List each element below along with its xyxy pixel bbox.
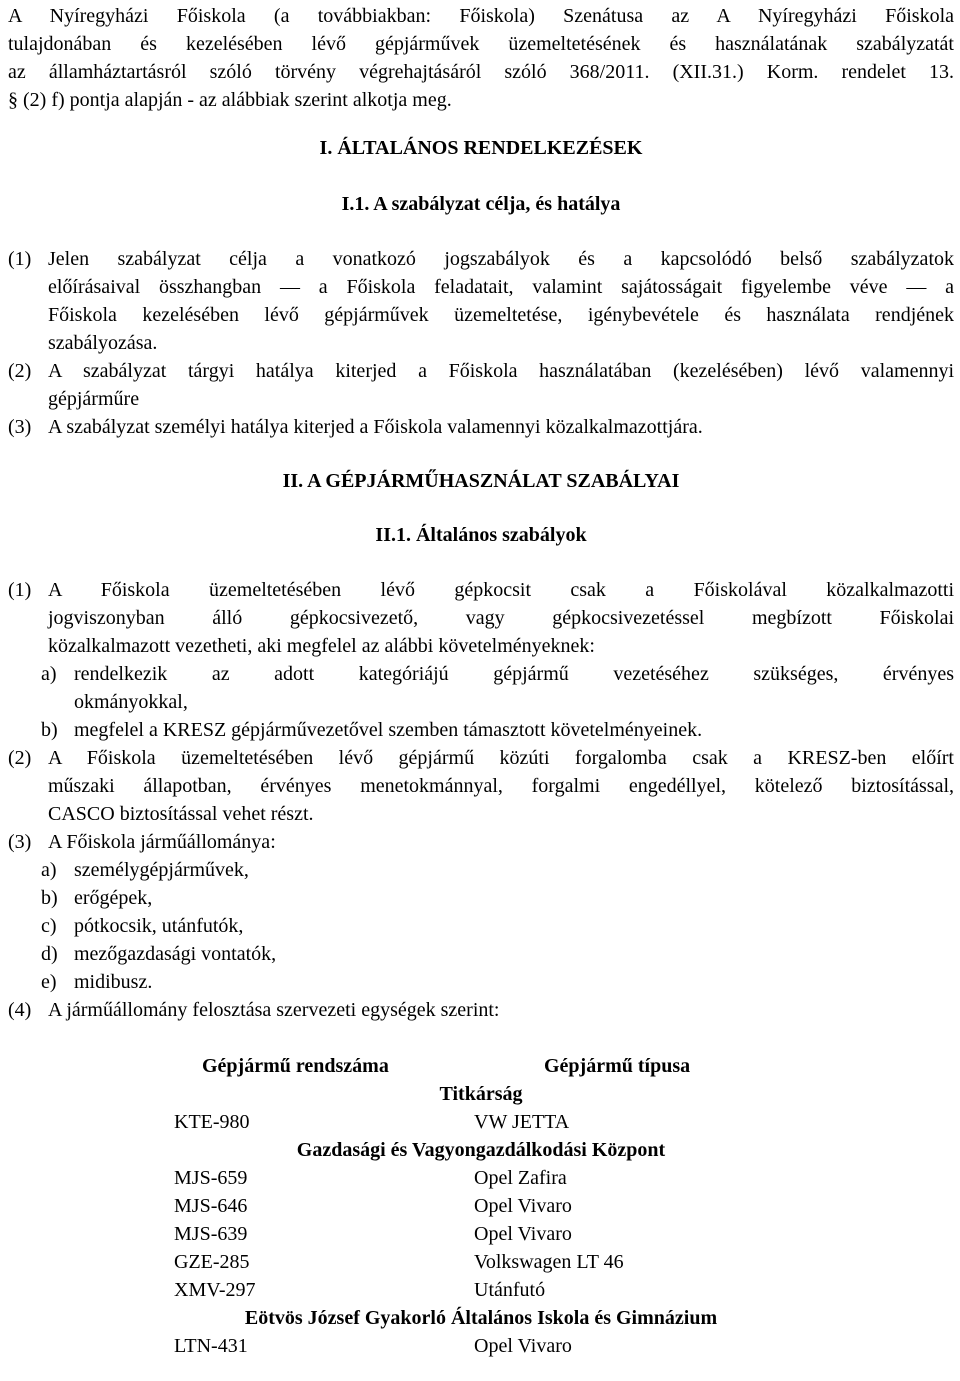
paragraph-number: (3) <box>8 416 32 438</box>
section-2-paragraphs <box>8 576 954 1024</box>
table-row <box>8 1164 954 1192</box>
section-2-title: II. A GÉPJÁRMŰHASZNÁLAT SZABÁLYAI <box>282 470 680 492</box>
table-header <box>8 1052 954 1080</box>
paragraph <box>8 996 954 1024</box>
section-1-title: I. ÁLTALÁNOS RENDELKEZÉSEK <box>319 137 643 159</box>
text-line: A szabályzat személyi hatálya kiterjed a Főiskola valamennyi közalkalmazottjára. <box>48 416 703 438</box>
plate-cell: MJS-659 <box>174 1167 248 1189</box>
type-cell: Opel Vivaro <box>474 1335 572 1357</box>
type-cell: VW JETTA <box>474 1111 570 1133</box>
paragraph-number: (2) <box>8 747 32 769</box>
list-item <box>8 912 954 940</box>
paragraph-number: (4) <box>8 999 32 1021</box>
paragraph-number: (1) <box>8 579 32 601</box>
table-row <box>8 1276 954 1304</box>
plate-cell: GZE-285 <box>174 1251 250 1273</box>
intro-line: tulajdonában és kezelésében lévő gépjárművek üzemeltetésének és használatának szabályzatát <box>8 33 954 55</box>
table-row <box>8 1192 954 1220</box>
paragraph <box>8 413 954 441</box>
list-item <box>8 660 954 716</box>
intro-paragraph <box>8 2 954 114</box>
table-row <box>8 1248 954 1276</box>
list-item-text: személygépjárművek, <box>74 859 249 881</box>
table-group-heading: Eötvös József Gyakorló Általános Iskola és Gimnázium <box>244 1307 718 1329</box>
plate-cell: LTN-431 <box>174 1335 248 1357</box>
paragraph-text <box>48 245 954 357</box>
text-line: A szabályzat tárgyi hatálya kiterjed a Főiskola használatában (kezelésében) lévő valamennyi <box>48 360 954 382</box>
paragraph-text: A Főiskola járműállománya: <box>48 831 276 853</box>
paragraph-text <box>48 744 954 828</box>
list-item-text: mezőgazdasági vontatók, <box>74 943 277 965</box>
text-line: Főiskola kezelésében lévő gépjárművek üzemeltetése, igénybevétele és használata rendjének <box>48 304 954 326</box>
text-line: műszaki állapotban, érvényes menetokmánnyal, forgalmi engedéllyel, kötelező biztosítással, <box>48 775 954 797</box>
text-line: gépjárműre <box>48 388 140 410</box>
paragraph-number: (3) <box>8 831 32 853</box>
list-item <box>8 968 954 996</box>
list-item <box>8 716 954 744</box>
list-item-label: e) <box>41 971 57 993</box>
paragraph <box>8 576 954 660</box>
plate-cell: MJS-639 <box>174 1223 248 1245</box>
text-line: közalkalmazott vezetheti, aki megfelel az alábbi követelményeknek: <box>48 635 595 657</box>
paragraph-text <box>48 576 954 660</box>
list-item <box>8 856 954 884</box>
table-group-heading: Titkárság <box>439 1083 523 1105</box>
list-item-text: megfelel a KRESZ gépjárművezetővel szemben támasztott követelményeinek. <box>74 719 703 741</box>
type-cell: Utánfutó <box>474 1279 546 1301</box>
plate-cell: XMV-297 <box>174 1279 256 1301</box>
paragraph-text <box>48 357 954 413</box>
section-1-subtitle: I.1. A szabályzat célja, és hatálya <box>341 193 621 215</box>
plate-cell: KTE-980 <box>174 1111 250 1133</box>
column-header-plate: Gépjármű rendszáma <box>202 1055 389 1077</box>
intro-line: az államháztartásról szóló törvény végrehajtásáról szóló 368/2011. (XII.31.) Korm. rendelet 13. <box>8 61 954 83</box>
list-item-text: midibusz. <box>74 971 153 993</box>
text-line: okmányokkal, <box>74 691 188 713</box>
paragraph-text: A járműállomány felosztása szervezeti egységek szerint: <box>48 999 500 1021</box>
text-line: előírásaival összhangban ― a Főiskola feladatait, valamint sajátosságait figyelembe véve ― a <box>48 276 954 298</box>
paragraph <box>8 357 954 413</box>
document-page <box>0 2 960 1381</box>
list-item-label: a) <box>41 859 57 881</box>
list-item-text: erőgépek, <box>74 887 153 909</box>
column-header-type: Gépjármű típusa <box>544 1055 691 1077</box>
text-line: A Főiskola üzemeltetésében lévő gépjármű közúti forgalomba csak a KRESZ-ben előírt <box>48 747 954 769</box>
section-2-subtitle: II.1. Általános szabályok <box>375 524 587 546</box>
list-item-text: pótkocsik, utánfutók, <box>74 915 244 937</box>
list-item <box>8 940 954 968</box>
paragraph <box>8 744 954 828</box>
list-item-label: b) <box>41 719 58 741</box>
paragraph-number: (1) <box>8 248 32 270</box>
paragraph <box>8 828 954 856</box>
text-line: jogviszonyban álló gépkocsivezető, vagy gépkocsivezetéssel megbízott Főiskolai <box>48 607 954 629</box>
intro-line: § (2) f) pontja alapján - az alábbiak szerint alkotja meg. <box>8 89 452 111</box>
table-row <box>8 1220 954 1248</box>
text-line: CASCO biztosítással vehet részt. <box>48 803 314 825</box>
paragraph-number: (2) <box>8 360 32 382</box>
text-line: rendelkezik az adott kategóriájú gépjármű vezetéséhez szükséges, érvényes <box>74 663 954 685</box>
list-item-label: c) <box>41 915 57 937</box>
list-item-text <box>74 660 954 716</box>
list-item-label: b) <box>41 887 58 909</box>
table-row <box>8 1108 954 1136</box>
list-item <box>8 884 954 912</box>
plate-cell: MJS-646 <box>174 1195 248 1217</box>
text-line: A Főiskola üzemeltetésében lévő gépkocsit csak a Főiskolával közalkalmazotti <box>48 579 954 601</box>
section-1-paragraphs <box>8 245 954 441</box>
type-cell: Opel Zafira <box>474 1167 567 1189</box>
text-line: Jelen szabályzat célja a vonatkozó jogszabályok és a kapcsolódó belső szabályzatok <box>48 248 954 270</box>
list-item-label: a) <box>41 663 57 685</box>
paragraph-text <box>48 413 954 441</box>
type-cell: Opel Vivaro <box>474 1223 572 1245</box>
type-cell: Opel Vivaro <box>474 1195 572 1217</box>
type-cell: Volkswagen LT 46 <box>474 1251 624 1273</box>
text-line: szabályozása. <box>48 332 158 354</box>
list-item-label: d) <box>41 943 58 965</box>
table-group-heading: Gazdasági és Vagyongazdálkodási Központ <box>296 1139 666 1161</box>
table-row <box>8 1332 954 1360</box>
paragraph <box>8 245 954 357</box>
intro-line: A Nyíregyházi Főiskola (a továbbiakban: Főiskola) Szenátusa az A Nyíregyházi Főiskola <box>8 5 954 27</box>
vehicle-table <box>8 1052 954 1360</box>
